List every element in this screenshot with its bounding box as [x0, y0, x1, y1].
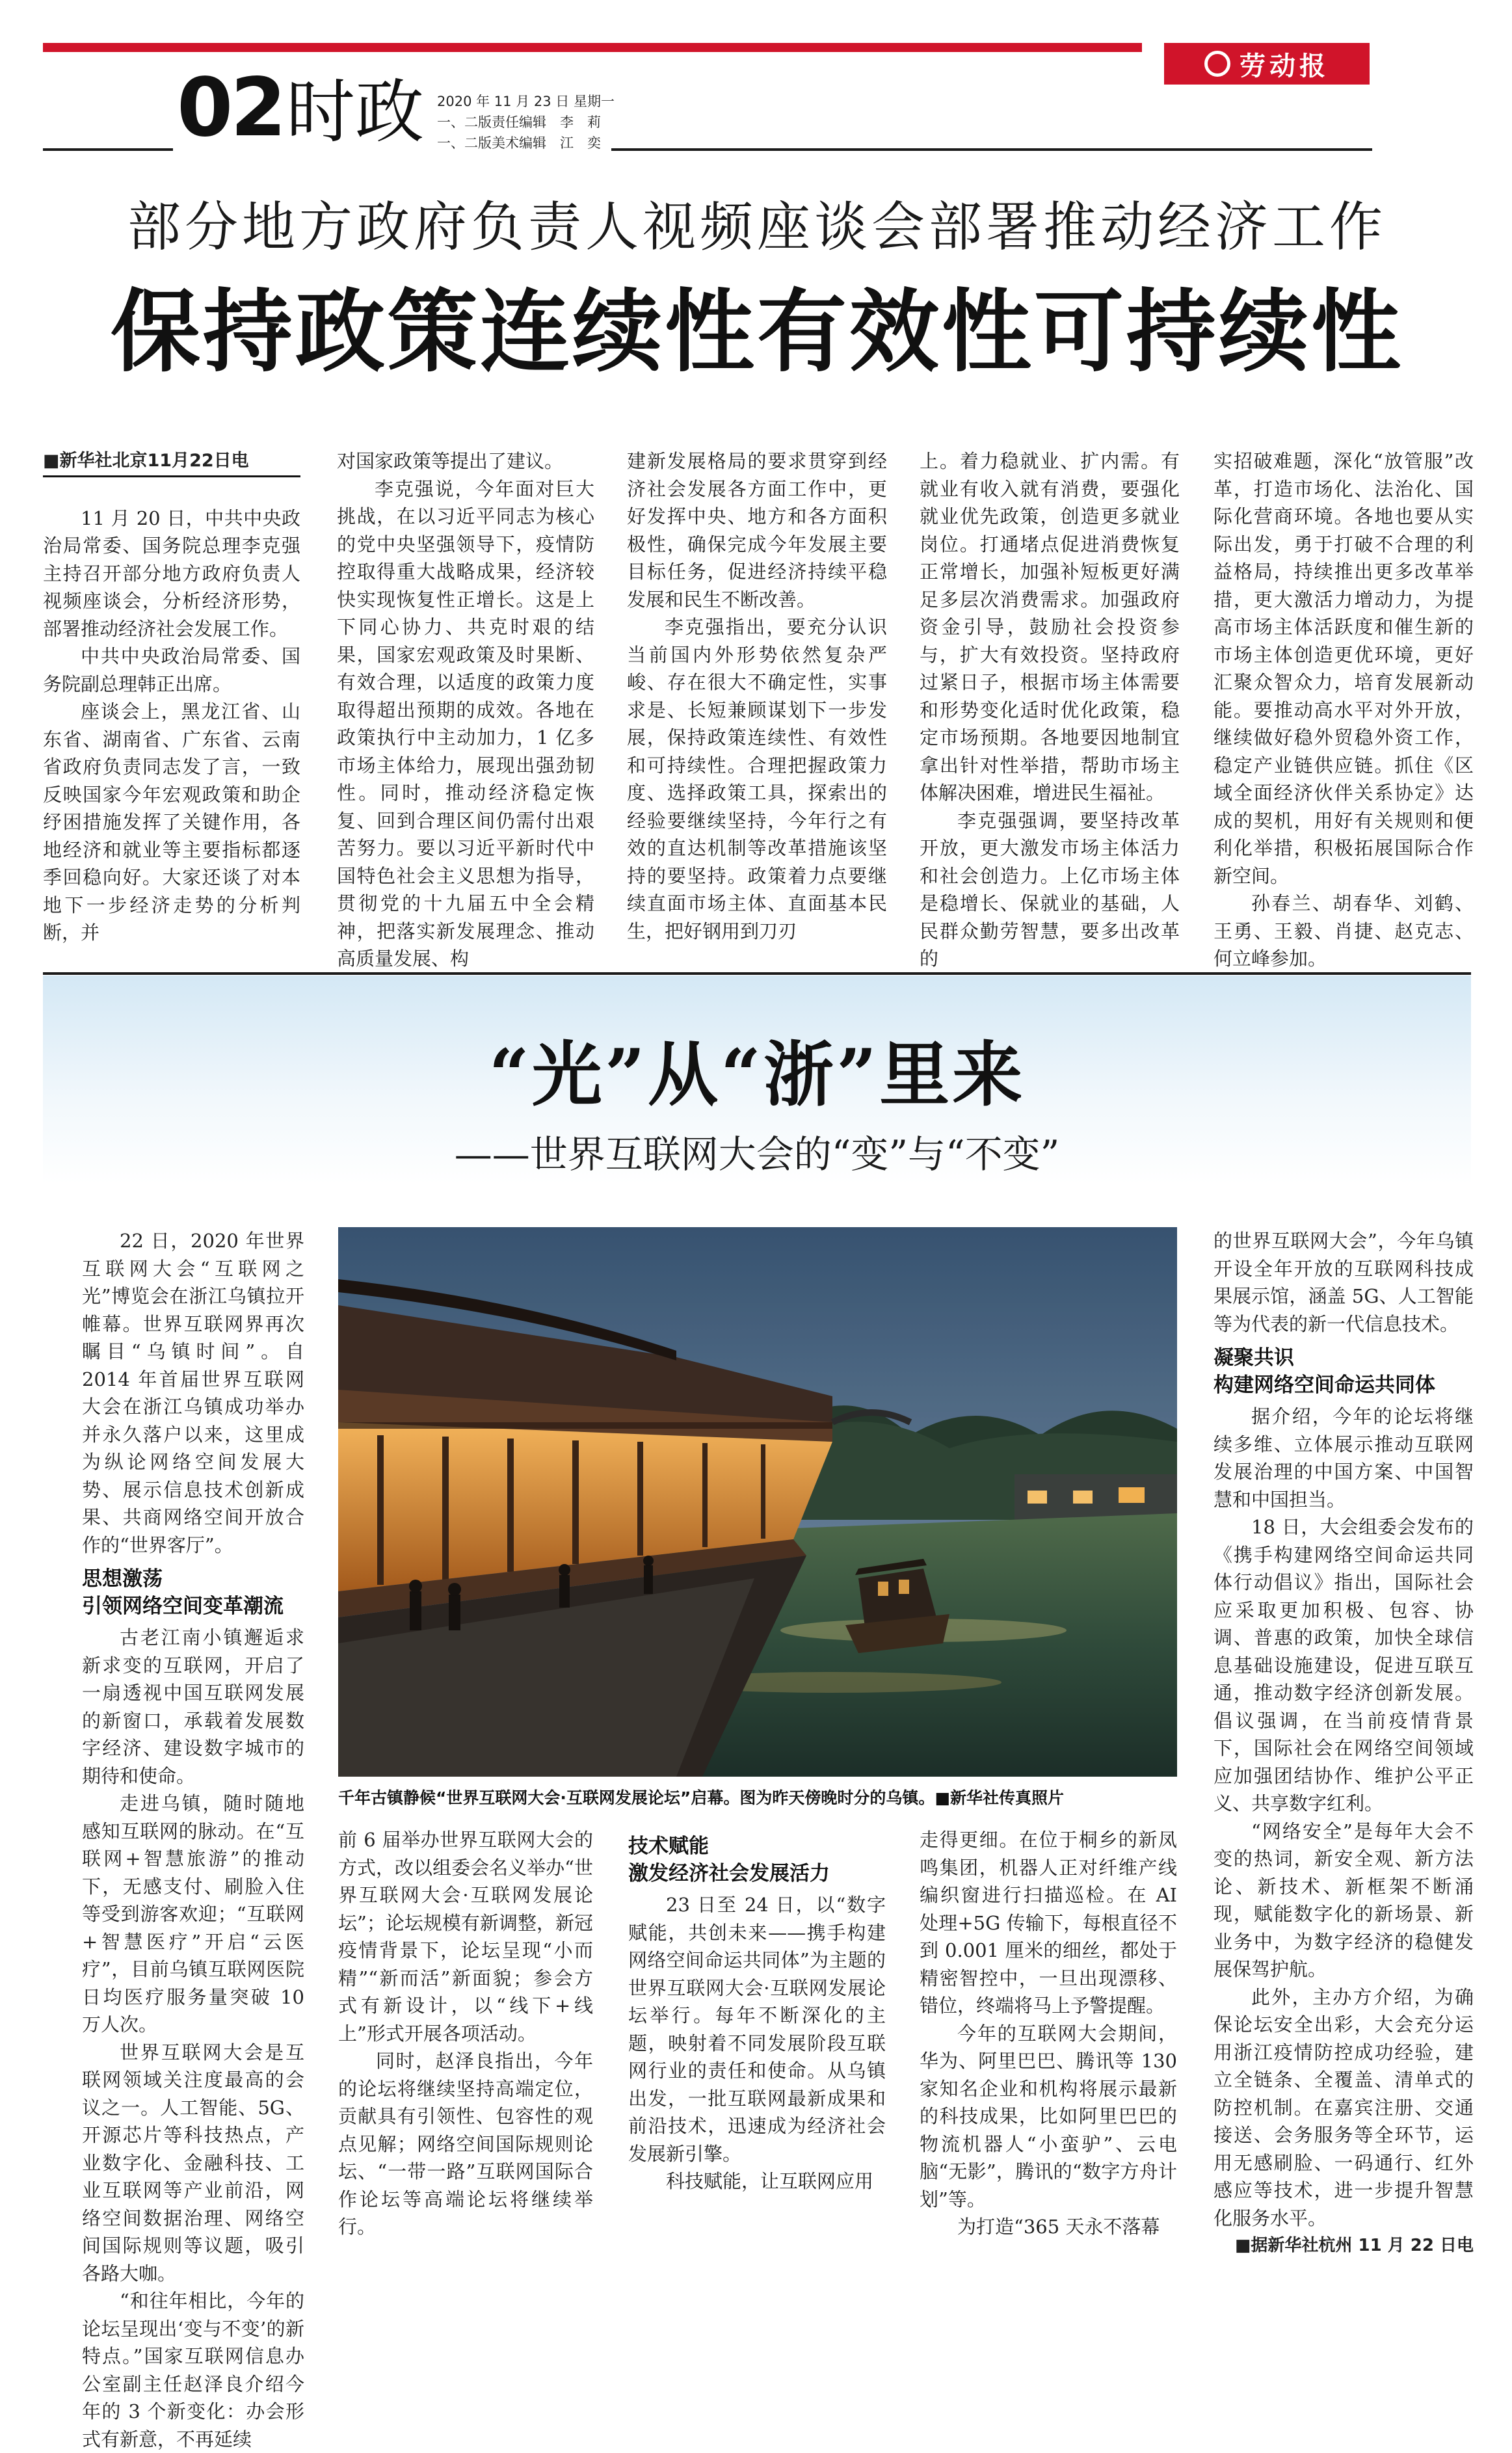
- newspaper-logo: [1164, 43, 1370, 85]
- paragraph: 走得更细。在位于桐乡的新凤鸣集团，机器人正对纤维产线编织窗进行扫描巡检。在 AI 处理+5G 传输下，每根直径不到 0.001 厘米的细丝，都处于精密智控中，一旦出现漂移、错位，终端将马上予警提醒。: [920, 1829, 1177, 2017]
- feature-title: “光”从“浙”里来: [488, 1034, 1026, 1116]
- issue-date: 2020 年 11 月 23 日 星期一: [437, 94, 615, 109]
- paragraph: 古老江南小镇邂逅求新求变的互联网，开启了一扇透视中国互联网发展的新窗口，承载着发展数字经济、建设数字城市的期待和使命。: [82, 1626, 304, 1787]
- paragraph: 实招破难题，深化“放管服”改革，打造市场化、法治化、国际化营商环境。各地也要从实际出发，勇于打破不合理的利益格局，持续推出更多改革举措，更大激活力增动力，为提高市场主体活跃度和催生新的市场主体创造更优环境，更好汇聚众智众力，培育发展新动能。要推动高水平对外开放，继续做好稳外贸稳外资工作，稳定产业链供应链。抓住《区域全面经济伙伴关系协定》达成的契机，用好有关规则和便利化举措，积极拓展国际合作新空间。: [1214, 450, 1474, 887]
- paragraph: 建新发展格局的要求贯穿到经济社会发展各方面工作中，更好发挥中央、地方和各方面积极性，确保完成今年发展主要目标任务，促进经济持续平稳发展和民生不断改善。: [627, 450, 887, 611]
- paragraph: “和往年相比，今年的论坛呈现出‘变与不变’的新特点。”国家互联网信息办公室副主任赵泽良介绍今年的 3 个新变化：办会形式有新意，不再延续: [82, 2290, 304, 2450]
- article2-column-2: [338, 1826, 593, 2241]
- subhead-line-1: 技术赋能: [628, 1835, 709, 1858]
- article-deck: 部分地方政府负责人视频座谈会部署推动经济工作: [127, 196, 1386, 258]
- paragraph: 23 日至 24 日，以“数字赋能，共创未来——携手构建网络空间命运共同体”为主题的世界互联网大会·互联网发展论坛举行。每年不断深化的主题，映射着不同发展阶段互联网行业的责任和使命。从乌镇出发，一批互联网最新成果和前沿技术，迅速成为经济社会发展新引擎。: [628, 1894, 886, 2165]
- art-editor: 一、二版美术编辑 江 奕: [437, 135, 601, 151]
- paragraph: 孙春兰、胡春华、刘鹤、王勇、王毅、肖捷、赵克志、何立峰参加。: [1214, 892, 1474, 970]
- paragraph: 为打造“365 天永不落幕: [957, 2216, 1160, 2238]
- issue-meta: [437, 91, 615, 153]
- paragraph: 同时，赵泽良指出，今年的论坛将继续坚持高端定位，贡献具有引领性、包容性的观点见解；网络空间国际规则论坛、“一带一路”互联网国际合作论坛等高端论坛将继续举行。: [338, 2050, 593, 2238]
- top-red-rule: [43, 43, 1142, 52]
- photo-caption: 千年古镇静候“世界互联网大会·互联网发展论坛”启幕。图为昨天傍晚时分的乌镇。■新华社传真照片: [338, 1788, 1064, 1807]
- paragraph: 22 日，2020 年世界互联网大会“互联网之光”博览会在浙江乌镇拉开帷幕。世界互联网界再次瞩目“乌镇时间”。自 2014 年首届世界互联网大会在浙江乌镇成功举办并永久落户以来，这里成为纵论网络空间发展大势、展示信息技术创新成果、共商网络空间开放合作的“世界客厅”。: [82, 1230, 304, 1556]
- header-rule-right: [611, 148, 1372, 151]
- paragraph: 李克强强调，要坚持改革开放，更大激发市场主体活力和社会创造力。上亿市场主体是稳增长、保就业的基础，人民群众勤劳智慧，要多出改革的: [920, 809, 1180, 970]
- section-divider: [43, 972, 1471, 975]
- article1-column-3: [627, 447, 887, 945]
- paragraph: 今年的互联网大会期间，华为、阿里巴巴、腾讯等 130 家知名企业和机构将展示最新的科技成果，比如阿里巴巴的物流机器人“小蛮驴”、云电脑“无影”，腾讯的“数字方舟计划”等。: [920, 2022, 1177, 2210]
- paragraph: 走进乌镇，随时随地感知互联网的脉动。在“互联网+智慧旅游”的推动下，无感支付、刷脸入住等受到游客欢迎；“互联网+智慧医疗”开启“云医疗”，目前乌镇互联网医院日均医疗服务量突破 10 万人次。: [82, 1792, 304, 2035]
- paragraph: 11 月 20 日，中共中央政治局常委、国务院总理李克强主持召开部分地方政府负责人视频座谈会，分析经济形势，部署推动经济社会发展工作。: [43, 507, 300, 640]
- article2-column-1: [82, 1227, 304, 2453]
- paragraph: 世界互联网大会是互联网领域关注度最高的会议之一。人工智能、5G、开源芯片等科技热点，产业数字化、金融科技、工业互联网等产业前沿，网络空间数据治理、网络空间国际规则等议题，吸引各路大咖。: [82, 2041, 304, 2285]
- feature-subtitle: ——世界互联网大会的“变”与“不变”: [454, 1132, 1060, 1176]
- paragraph: 据介绍，今年的论坛将继续多维、立体展示推动互联网发展治理的中国方案、中国智慧和中国担当。: [1214, 1405, 1474, 1511]
- paragraph: 上。着力稳就业、扩内需。有就业有收入就有消费，要强化就业优先政策，创造更多就业岗位。打通堵点促进消费恢复正常增长，加强补短板更好满足多层次消费需求。加强政府资金引导，鼓励社会投资参与，扩大有效投资。坚持政府过紧日子，根据市场主体需要和形势变化适时优化政策，稳定市场预期。各地要因地制宜拿出针对性举措，帮助市场主体解决困难，增进民生福祉。: [920, 450, 1180, 804]
- source-line: ■据新华社杭州 11 月 22 日电: [1234, 2236, 1474, 2255]
- paragraph: 中共中央政治局常委、国务院副总理韩正出席。: [43, 645, 300, 695]
- article1-column-2: [337, 447, 594, 973]
- article2-column-5: [1214, 1227, 1474, 2260]
- dateline: ■新华社北京11月22日电: [43, 447, 300, 477]
- header-rule-left: [43, 148, 173, 151]
- paragraph: 科技赋能，让互联网应用: [666, 2170, 874, 2192]
- logo-text: 劳动报: [1240, 50, 1329, 81]
- paragraph: 此外，主办方介绍，为确保论坛安全出彩，大会充分运用浙江疫情防控成功经验，建立全链条、全覆盖、清单式的防控机制。在嘉宾注册、交通接送、会务服务等全环节，运用无感刷脸、一码通行、红外感应等技术，进一步提升智慧化服务水平。: [1214, 1985, 1474, 2229]
- article-headline: 保持政策连续性有效性可持续性: [110, 278, 1403, 384]
- page-number: 02: [177, 61, 284, 155]
- photo-illustration: [338, 1227, 1177, 1777]
- section-name: 时政: [286, 72, 424, 152]
- article2-column-4: [920, 1826, 1177, 2241]
- subhead-line-1: 思想激荡: [82, 1567, 163, 1591]
- paragraph: 李克强指出，要充分认识当前国内外形势依然复杂严峻、存在很大不确定性，实事求是、长短兼顾谋划下一步发展，保持政策连续性、有效性和可持续性。合理把握政策力度、选择政策工具，探索出的经验要继续坚持，今年行之有效的直达机制等改革措施该坚持的要坚持。政策着力点要继续直面市场主体、直面基本民生，把好钢用到刀刃: [627, 616, 887, 942]
- subhead: [82, 1565, 304, 1620]
- paragraph: 对国家政策等提出了建议。: [337, 450, 564, 472]
- paragraph: 前 6 届举办世界互联网大会的方式，改以组委会名义举办“世界互联网大会·互联网发展论坛”；论坛规模有新调整，新冠疫情背景下，论坛呈现“小而精”“新而活”新面貌；参会方式有新设计，以“线下+线上”形式开展各项活动。: [338, 1829, 593, 2045]
- article2-column-3: [628, 1826, 886, 2195]
- wuzhen-night-photo: [338, 1227, 1177, 1777]
- subhead-line-2: 激发经济社会发展活力: [628, 1862, 830, 1885]
- paragraph: 李克强说，今年面对巨大挑战，在以习近平同志为核心的党中央坚强领导下，疫情防控取得重大战略成果，经济较快实现恢复性正增长。这是上下同心协力、共克时艰的结果，国家宏观政策及时果断、有效合理，以适度的政策力度取得超出预期的成效。各地在政策执行中主动加力，1 亿多市场主体给力，展现出强劲韧性。同时，推动经济稳定恢复、回到合理区间仍需付出艰苦努力。要以习近平新时代中国特色社会主义思想为指导，贯彻党的十九届五中全会精神，把落实新发展理念、推动高质量发展、构: [337, 477, 594, 970]
- subhead-line-2: 引领网络空间变革潮流: [82, 1595, 284, 1618]
- paragraph: 的世界互联网大会”，今年乌镇开设全年开放的互联网科技成果展示馆，涵盖 5G、人工智能等为代表的新一代信息技术。: [1214, 1230, 1474, 1335]
- article1-column-5: [1214, 447, 1474, 973]
- paragraph: 18 日，大会组委会发布的《携手构建网络空间命运共同体行动倡议》指出，国际社会应采取更加积极、包容、协调、普惠的政策，加快全球信息基础设施建设，促进互联互通，推动数字经济创新发展。倡议强调，在当前疫情背景下，国际社会在网络空间领域应加强团结协作、维护公平正义、共享数字红利。: [1214, 1516, 1474, 1814]
- subhead-line-2: 构建网络空间命运共同体: [1214, 1373, 1435, 1397]
- article1-column-4: [920, 447, 1180, 973]
- paragraph: “网络安全”是每年大会不变的热词，新安全观、新方法论、新技术、新框架不断涌现，赋能数字化的新场景、新业务中，为数字经济的稳健发展保驾护航。: [1214, 1820, 1474, 1980]
- paragraph: 座谈会上，黑龙江省、山东省、湖南省、广东省、云南省政府负责同志发了言，一致反映国家今年宏观政策和助企纾困措施发挥了关键作用，各地经济和就业等主要指标都逐季回稳向好。大家还谈了对本地下一步经济走势的分析判断，并: [43, 700, 300, 944]
- subhead-line-1: 凝聚共识: [1214, 1346, 1294, 1370]
- subhead: [1214, 1344, 1474, 1399]
- logo-mark-icon: [1204, 51, 1230, 77]
- article1-column-1: [43, 447, 300, 947]
- chief-editor: 一、二版责任编辑 李 莉: [437, 114, 601, 130]
- subhead: [628, 1833, 886, 1887]
